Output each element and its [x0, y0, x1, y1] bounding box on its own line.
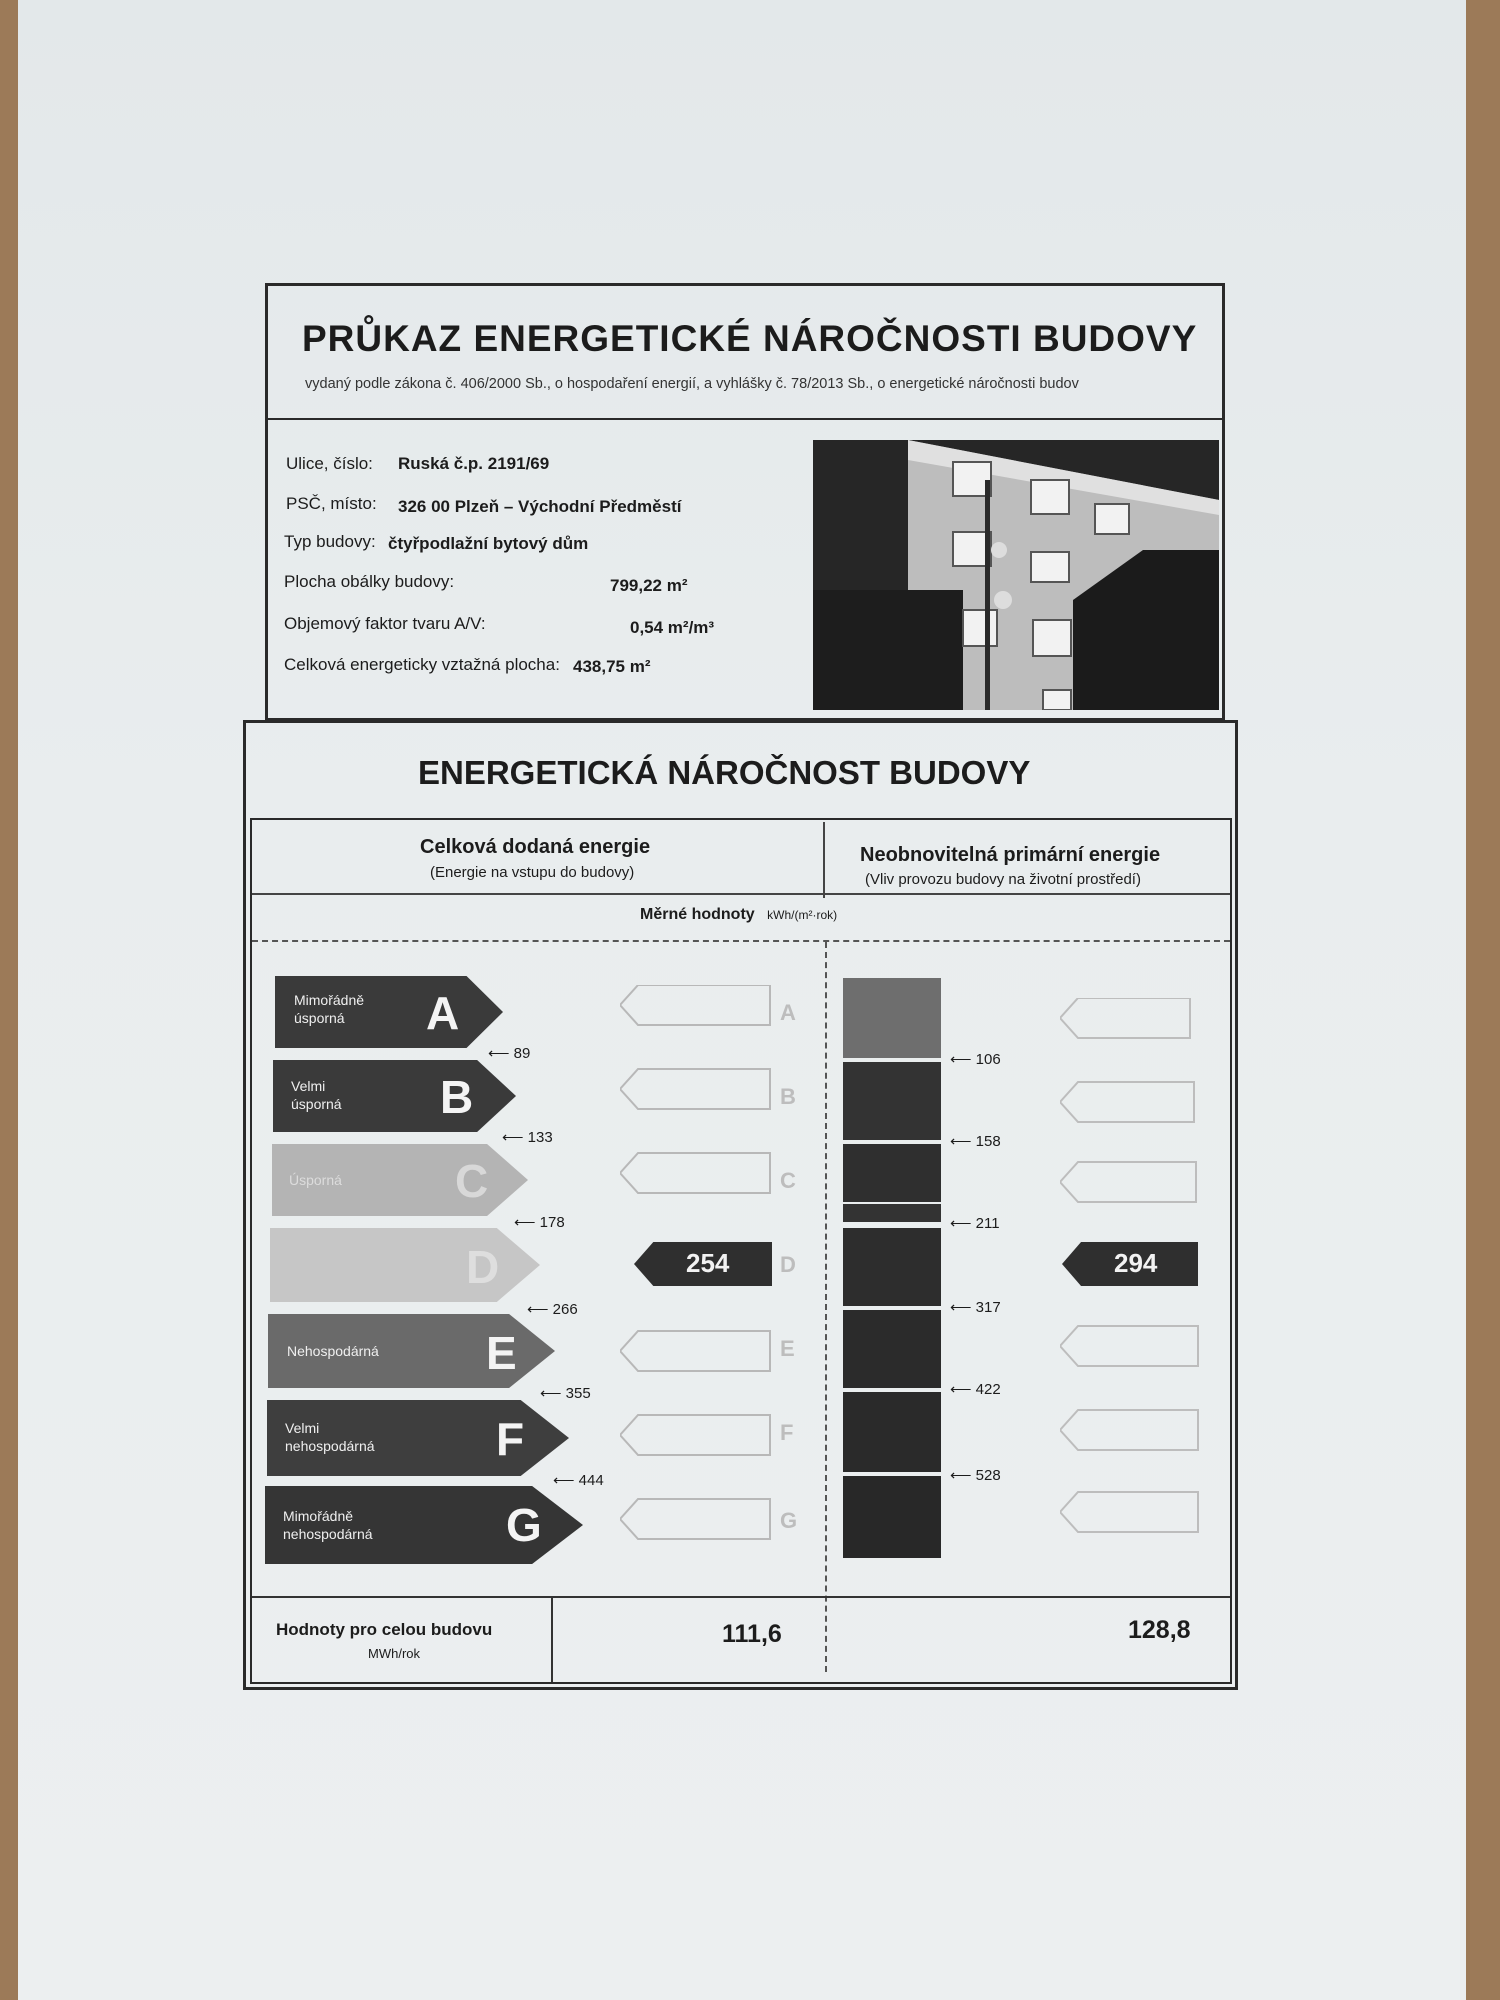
street-value: Ruská č.p. 2191/69 — [398, 454, 550, 473]
delivered-outline-A — [620, 985, 770, 1025]
grade-E-letter: E — [486, 1327, 517, 1379]
grade-B-label-1: Velmi — [291, 1078, 326, 1094]
grade-A-letter: A — [426, 987, 460, 1039]
right-column-heading: Neobnovitelná primární energie — [860, 844, 1161, 866]
primary-outline-B — [1060, 1082, 1194, 1122]
right-threshold-value: 106 — [975, 1051, 1001, 1068]
delivered-outline-letter-C: C — [780, 1168, 796, 1193]
left-threshold-value: 355 — [565, 1385, 591, 1402]
section-title: ENERGETICKÁ NÁROČNOST BUDOVY — [418, 754, 1031, 791]
right-column-subheading: (Vliv provozu budovy na životní prostředí) — [865, 871, 1141, 888]
primary-bar-E — [843, 1310, 941, 1388]
left-threshold-value: 133 — [527, 1129, 553, 1146]
delivered-outline-letter-G: G — [780, 1508, 798, 1533]
left-threshold-value: 178 — [539, 1214, 565, 1231]
primary-outline-A — [1060, 998, 1190, 1038]
primary-outline-G — [1060, 1492, 1198, 1532]
left-threshold-6: ⟵ 444 — [553, 1472, 604, 1489]
right-threshold-1: ⟵ 106 — [950, 1051, 1001, 1068]
right-threshold-6: ⟵ 528 — [950, 1467, 1001, 1484]
primary-bar-B — [843, 1062, 941, 1140]
grade-F-letter: F — [496, 1413, 525, 1465]
grade-G-letter: G — [506, 1499, 542, 1551]
primary-outline-C — [1060, 1162, 1196, 1202]
psc-label: PSČ, místo: — [286, 494, 377, 513]
primary-bar-G — [843, 1476, 941, 1558]
right-threshold-value: 158 — [975, 1133, 1001, 1150]
envelope-area-value: 799,22 m² — [610, 576, 688, 595]
totals-delivered-value: 111,6 — [722, 1620, 782, 1648]
delivered-outline-F — [620, 1415, 770, 1455]
grade-A-label-2: úsporná — [294, 1010, 345, 1026]
header-divider — [268, 418, 1222, 420]
primary-bar-F — [843, 1392, 941, 1472]
head-bottom-divider — [252, 893, 1230, 895]
building-photo — [813, 440, 1219, 710]
certificate-subtitle: vydaný podle zákona č. 406/2000 Sb., o hospodaření energií, a vyhlášky č. 78/2013 Sb., o energetické náročnosti budov — [305, 376, 1079, 392]
units-row — [640, 906, 837, 924]
primary-outline-E — [1060, 1326, 1198, 1366]
primary-energy-value: 294 — [1114, 1248, 1158, 1278]
grade-B-label-2: úsporná — [291, 1096, 342, 1112]
grade-D-arrow — [270, 1228, 540, 1302]
grade-F-label-2: nehospodárná — [285, 1438, 375, 1454]
delivered-outline-letter-F: F — [780, 1420, 794, 1445]
right-threshold-value: 528 — [975, 1467, 1001, 1484]
right-threshold-value: 211 — [975, 1215, 1000, 1232]
left-threshold-1: ⟵ 89 — [488, 1045, 531, 1062]
left-column-heading: Celková dodaná energie — [420, 836, 651, 858]
grade-C-letter: C — [455, 1155, 489, 1207]
units-value: kWh/(m²·rok) — [767, 908, 838, 922]
left-threshold-value: 444 — [578, 1472, 604, 1489]
street-label: Ulice, číslo: — [286, 454, 373, 473]
grade-A-label-1: Mimořádně — [294, 992, 365, 1008]
units-dashed-line — [252, 940, 1230, 942]
grade-G-label-2: nehospodárná — [283, 1526, 373, 1542]
delivered-outline-letter-B: B — [780, 1084, 796, 1109]
shape-factor-value: 0,54 m²/m³ — [630, 618, 715, 637]
grade-G-label-1: Mimořádně — [283, 1508, 354, 1524]
totals-top-divider — [252, 1596, 1230, 1598]
shape-factor-label: Objemový faktor tvaru A/V: — [284, 614, 486, 633]
grade-D-letter: D — [466, 1241, 500, 1293]
grade-B-letter: B — [440, 1071, 474, 1123]
right-threshold-value: 317 — [975, 1299, 1001, 1316]
psc-value: 326 00 Plzeň – Východní Předměstí — [398, 497, 682, 516]
delivered-outline-B — [620, 1069, 770, 1109]
totals-primary-value: 128,8 — [1128, 1616, 1191, 1644]
building-type-label: Typ budovy: — [284, 532, 376, 551]
reference-area-label: Celková energeticky vztažná plocha: — [284, 655, 560, 674]
right-threshold-5: ⟵ 422 — [950, 1381, 1001, 1398]
left-threshold-5: ⟵ 355 — [540, 1385, 591, 1402]
left-threshold-3: ⟵ 178 — [514, 1214, 565, 1231]
head-vertical-divider — [823, 822, 825, 898]
reference-area-value: 438,75 m² — [573, 657, 651, 676]
right-threshold-2: ⟵ 158 — [950, 1133, 1001, 1150]
grade-F-label-1: Velmi — [285, 1420, 320, 1436]
right-threshold-4: ⟵ 317 — [950, 1299, 1001, 1316]
delivered-outline-C — [620, 1153, 770, 1193]
grade-E-label-1: Nehospodárná — [287, 1343, 379, 1359]
right-threshold-3: ⟵ 211 — [950, 1215, 1000, 1232]
primary-outline-F — [1060, 1410, 1198, 1450]
delivered-outline-letter-D: D — [780, 1252, 796, 1277]
primary-bar-D — [843, 1228, 941, 1306]
grade-C-label-1: Úsporná — [289, 1172, 342, 1188]
envelope-area-label: Plocha obálky budovy: — [284, 572, 455, 591]
totals-label: Hodnoty pro celou budovu — [276, 1620, 493, 1639]
primary-bar-C2 — [843, 1204, 941, 1222]
right-threshold-value: 422 — [975, 1381, 1001, 1398]
primary-bar-A — [843, 978, 941, 1058]
delivered-outline-letter-E: E — [780, 1336, 795, 1361]
primary-bar-C — [843, 1144, 941, 1202]
delivered-energy-value: 254 — [686, 1248, 730, 1278]
left-threshold-4: ⟵ 266 — [527, 1301, 578, 1318]
left-threshold-value: 89 — [513, 1045, 531, 1062]
totals-unit: MWh/rok — [368, 1646, 420, 1661]
center-dashed-line — [825, 942, 827, 1672]
left-threshold-2: ⟵ 133 — [502, 1129, 553, 1146]
building-type-value: čtyřpodlažní bytový dům — [388, 534, 589, 553]
units-label: Měrné hodnoty — [640, 906, 755, 923]
left-column-subheading: (Energie na vstupu do budovy) — [430, 864, 635, 881]
totals-left-divider — [551, 1598, 553, 1682]
left-threshold-value: 266 — [552, 1301, 578, 1318]
delivered-outline-G — [620, 1499, 770, 1539]
delivered-outline-E — [620, 1331, 770, 1371]
delivered-outline-letter-A: A — [780, 1000, 796, 1025]
certificate-title: PRŮKAZ ENERGETICKÉ NÁROČNOSTI BUDOVY — [302, 318, 1198, 359]
